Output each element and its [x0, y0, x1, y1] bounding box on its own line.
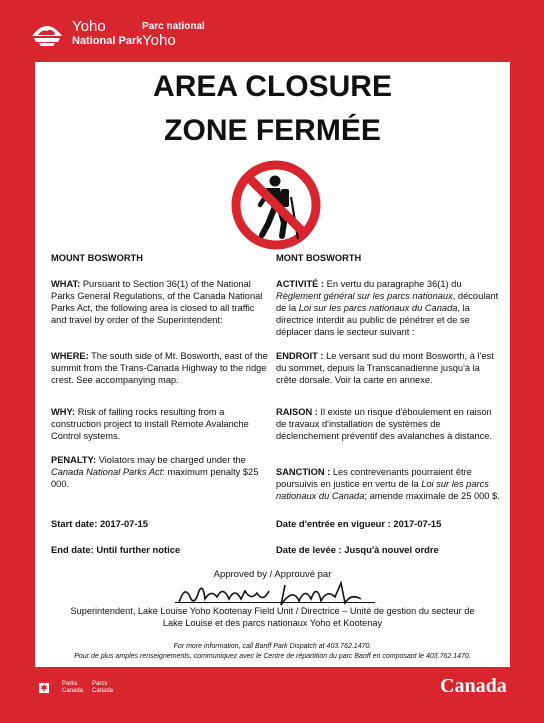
- park-name-english: [72, 20, 142, 48]
- park-name-french: [142, 20, 205, 48]
- sign-footer: [0, 667, 544, 723]
- canada-wordmark: Canada: [440, 675, 507, 697]
- why-en: WHY: Risk of falling rocks resulting from a construction project to install Remote Avalanche Control systems.: [51, 407, 249, 442]
- notice-panel: [35, 62, 510, 667]
- heading-fr: MONT BOSWORTH: [276, 253, 362, 263]
- park-name-en: Yoho: [72, 18, 106, 35]
- contact-info: [35, 642, 510, 662]
- why-fr: RAISON : Il existe un risque d'éboulement en raison de travaux d'installation de systèmes de déclenchement préventif des avalanches à distance.: [276, 407, 493, 442]
- penalty-en: PENALTY: Violators may be charged under the Canada National Parks Act: maximum penalty $25 000.: [51, 455, 259, 490]
- park-label-fr: Parc national: [142, 21, 205, 32]
- start-date-en: Start date: 2017-07-15: [51, 518, 148, 529]
- signature-line: [175, 602, 375, 603]
- contact-info-fr: Pour de plus amples renseignements, communiquez avec le Centre de répartition du parc Banff en composant le 403.762.1470.: [74, 653, 471, 660]
- parks-canada-beaver-logo-icon: [30, 20, 64, 50]
- park-label-en: National Park: [72, 35, 143, 47]
- no-hiking-icon: [228, 157, 324, 253]
- canada-flag-icon: [34, 683, 54, 693]
- penalty-fr: SANCTION : Les contrevenants pourraient être poursuivis en justice en vertu de la Loi sur les parcs nationaux du Canada; amende maximale de 25 000 $.: [276, 467, 500, 502]
- superintendent-title: Superintendent, Lake Louise Yoho Kootenay Field Unit / Directrice – Unité de gestion du secteur de Lake Louise et des parcs nationaux Yoho et Kootenay: [70, 606, 475, 628]
- end-date-en: End date: Until further notice: [51, 544, 181, 555]
- end-date-fr: Date de levée : Jusqu'à nouvel ordre: [276, 544, 439, 555]
- contact-info-en: For more information, call Banff Park Dispatch at 403.762.1470.: [173, 643, 372, 650]
- sign-header: [0, 0, 544, 62]
- what-fr: ACTIVITÉ : En vertu du paragraphe 36(1) du Règlement général sur les parcs nationaux, découlant de la Loi sur les parcs nationaux du Canada, la directrice interdit au public de pénétrer et de se déplacer dans le secteur suivant :: [276, 279, 499, 338]
- start-date-fr: Date d'entrée en vigueur : 2017-07-15: [276, 518, 442, 529]
- approved-by: Approved by / Approuvé par: [213, 569, 332, 580]
- fip-en: Parks Canada: [62, 681, 84, 694]
- what-en: WHAT: Pursuant to Section 36(1) of the National Parks General Regulations, of the Canada National Parks Act, the following area is closed to all traffic and travel by order of the Superintendent:: [51, 279, 263, 326]
- title-french: ZONE FERMÉE: [164, 114, 381, 147]
- heading-en: MOUNT BOSWORTH: [51, 253, 143, 263]
- fip-fr: Parcs Canada: [92, 681, 114, 694]
- park-name-fr: Yoho: [142, 32, 176, 49]
- where-fr: ENDROIT : Le versant sud du mont Bosworth, à l'est du sommet, depuis la Transcanadienne jusqu'à la crête dorsale. Voir la carte en annexe.: [276, 351, 494, 386]
- title-english: AREA CLOSURE: [153, 70, 392, 103]
- where-en: WHERE: The south side of Mt. Bosworth, east of the summit from the Trans-Canada Highway to the ridge crest. See accompanying map.: [51, 351, 268, 386]
